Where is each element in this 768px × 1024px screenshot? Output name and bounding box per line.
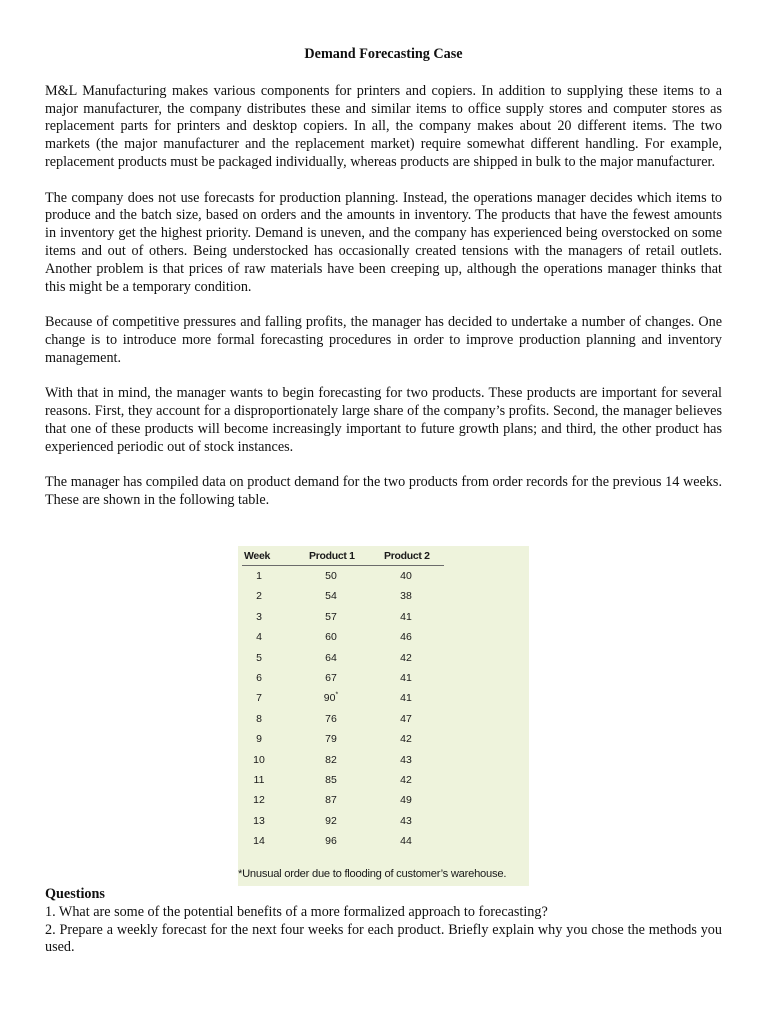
paragraph-two-products: With that in mind, the manager wants to begin forecasting for two products. These products are important for several reasons. First, they account for a disproportionately large share of the company’s profits. Second, the manager believes that one of these products will become increasingly important to future growth plans; and third, the other product has experienced periodic out of stock instances. bbox=[45, 385, 722, 455]
cell-product-2-row-12: 49 bbox=[400, 794, 412, 807]
cell-product-1-row-8: 76 bbox=[325, 712, 337, 725]
cell-week-row-8: 8 bbox=[256, 712, 262, 725]
cell-product-1-row-11: 85 bbox=[325, 774, 337, 786]
cell-week-row-4: 4 bbox=[256, 631, 262, 644]
questions-section bbox=[45, 886, 722, 957]
cell-product-1-row-9: 79 bbox=[325, 733, 337, 746]
header-week: Week bbox=[244, 550, 271, 562]
cell-week-row-12: 12 bbox=[253, 794, 265, 807]
table-footnote: *Unusual order due to flooding of customer’s warehouse. bbox=[238, 868, 507, 880]
cell-week-row-9: 9 bbox=[256, 733, 262, 746]
cell-week-row-3: 3 bbox=[256, 610, 262, 623]
cell-week-row-10: 10 bbox=[253, 753, 265, 766]
cell-product-2-row-8: 47 bbox=[400, 712, 412, 725]
cell-product-2-row-2: 38 bbox=[400, 590, 412, 603]
question-1: 1. What are some of the potential benefits of a more formalized approach to forecasting? bbox=[45, 903, 548, 920]
cell-product-1-row-7 bbox=[306, 692, 356, 704]
cell-product-1-row-2: 54 bbox=[325, 590, 337, 603]
paragraph-data-compiled: The manager has compiled data on product demand for the two products from order records for the previous 14 weeks. These are shown in the following table. bbox=[45, 474, 722, 509]
cell-product-1-row-12: 87 bbox=[325, 794, 337, 807]
cell-product-1-row-10: 82 bbox=[325, 753, 337, 766]
header-product-2: Product 2 bbox=[384, 550, 430, 562]
cell-week-row-1: 1 bbox=[256, 570, 262, 582]
paragraph-changes: Because of competitive pressures and falling profits, the manager has decided to undertake a number of changes. One change is to introduce more formal forecasting procedures in order to improve production planning and inventory management. bbox=[45, 314, 722, 366]
cell-product-2-row-14: 44 bbox=[400, 835, 412, 848]
cell-product-1-row-14: 96 bbox=[325, 835, 337, 848]
paragraph-no-forecasts: The company does not use forecasts for production planning. Instead, the operations manager decides which items to produce and the batch size, based on orders and the amounts in inventory. The products that have the fewest amounts in inventory get the highest priority. Demand is uneven, and the company has experienced being overstocked on some items and out of others. Being understocked has occasionally created tensions with the managers of retail outlets. Another problem is that prices of raw materials have been creeping up, although the operations manager thinks that this might be a temporary condition. bbox=[45, 189, 722, 295]
cell-product-1-row-6: 67 bbox=[325, 672, 337, 684]
cell-product-2-row-5: 42 bbox=[400, 651, 412, 664]
cell-product-2-row-4: 46 bbox=[400, 631, 412, 644]
cell-week-row-7: 7 bbox=[256, 692, 262, 705]
cell-product-2-row-3: 41 bbox=[400, 610, 412, 623]
cell-product-2-row-1: 40 bbox=[400, 570, 412, 582]
cell-product-1-row-3: 57 bbox=[325, 610, 337, 623]
question-2: 2. Prepare a weekly forecast for the next four weeks for each product. Briefly explain why you chose the methods you used. bbox=[45, 921, 722, 956]
asterisk-marker: * bbox=[335, 691, 339, 699]
document-title: Demand Forecasting Case bbox=[304, 46, 463, 62]
header-rule bbox=[242, 565, 444, 566]
cell-product-1-row-1: 50 bbox=[325, 570, 337, 582]
cell-product-1-row-13: 92 bbox=[325, 814, 337, 827]
cell-product-2-row-9: 42 bbox=[400, 733, 412, 746]
cell-week-row-13: 13 bbox=[253, 814, 265, 827]
cell-product-2-row-6: 41 bbox=[400, 672, 412, 684]
cell-product-1-row-5: 64 bbox=[325, 651, 337, 664]
cell-product-2-row-13: 43 bbox=[400, 814, 412, 827]
cell-week-row-6: 6 bbox=[256, 672, 262, 684]
cell-week-row-2: 2 bbox=[256, 590, 262, 603]
cell-product-2-row-10: 43 bbox=[400, 753, 412, 766]
cell-week-row-14: 14 bbox=[253, 835, 265, 848]
cell-week-row-5: 5 bbox=[256, 651, 262, 664]
questions-heading: Questions bbox=[45, 886, 105, 902]
cell-product-2-row-7: 41 bbox=[400, 692, 412, 705]
document-body bbox=[45, 46, 722, 528]
cell-week-row-11: 11 bbox=[253, 774, 265, 786]
demand-table bbox=[238, 546, 529, 886]
cell-product-1-row-4: 60 bbox=[325, 631, 337, 644]
cell-product-2-row-11: 42 bbox=[400, 774, 412, 786]
cell-value: 90 bbox=[323, 692, 336, 705]
header-product-1: Product 1 bbox=[309, 550, 355, 562]
paragraph-intro: M&L Manufacturing makes various components for printers and copiers. In addition to supplying these items to a major manufacturer, the company distributes these and similar items to office supply stores and computer stores as replacement parts for printers and desktop copiers. In all, the company makes about 20 different items. The two markets (the major manufacturer and the replacement market) require somewhat different handling. For example, replacement products must be packaged individually, whereas products are shipped in bulk to the major manufacturer. bbox=[45, 82, 722, 170]
